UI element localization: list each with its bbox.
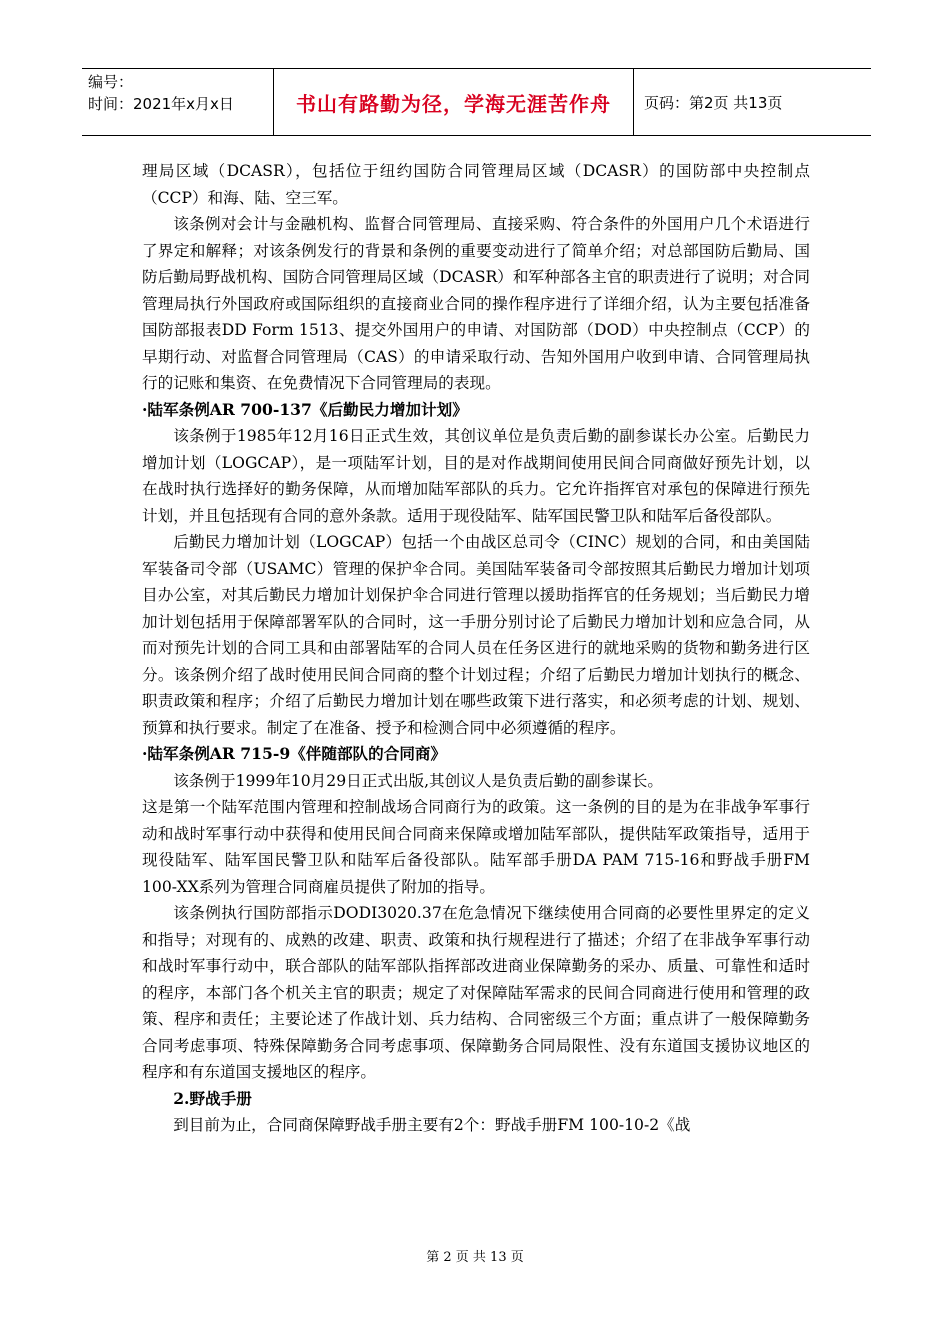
header-date-label: 时间：2021年x月x日	[88, 95, 234, 113]
page-footer: 第 2 页 共 13 页	[426, 1250, 524, 1265]
header-number-label: 编号：	[88, 73, 134, 91]
body-paragraph: 该条例执行国防部指示DODI3020.37在危急情况下继续使用合同商的必要性里界定的定义和指导；对现有的、成熟的改建、职责、政策和执行规程进行了描述；介绍了在非战争军事行动和战时军事行动中，联合部队的陆军部队指挥部改进商业保障勤务的采办、质量、可靠性和适时的程序，本部门各个机关主官的职责；规定了对保障陆军需求的民间合同商进行使用和管理的政策、程序和责任；主要论述了作战计划、兵力结构、合同密级三个方面；重点讲了一般保障勤务合同考虑事项、特殊保障勤务合同考虑事项、保障勤务合同局限性、没有东道国支援协议地区的程序和有东道国支援地区的程序。	[142, 904, 810, 1081]
body-paragraph: 到目前为止，合同商保障野战手册主要有2个：野战手册FM 100-10-2《战	[173, 1116, 691, 1134]
document-body	[142, 158, 810, 1139]
body-paragraph: 理局区域（DCASR），包括位于纽约国防合同管理局区域（DCASR）的国防部中央控制点（CCP）和海、陆、空三军。	[142, 162, 810, 207]
body-paragraph: 该条例于1999年10月29日正式出版,其创议人是负责后勤的副参谋长。	[173, 771, 663, 790]
section-heading: ·陆军条例AR 715-9《伴随部队的合同商》	[142, 744, 447, 763]
body-paragraph: 这是第一个陆军范围内管理和控制战场合同商行为的政策。这一条例的目的是为在非战争军事行动和战时军事行动中获得和使用民间合同商来保障或增加陆军部队，提供陆军政策指导，适用于现役陆军、陆军国民警卫队和陆军后备役部队。陆军部手册DA PAM 715-16和野战手册FM 100-XX系列为管理合同商雇员提供了附加的指导。	[142, 798, 810, 896]
body-paragraph: 后勤民力增加计划（LOGCAP）包括一个由战区总司令（CINC）规划的合同，和由美国陆军装备司令部（USAMC）管理的保护伞合同。美国陆军装备司令部按照其后勤民力增加计划项目办公室，对其后勤民力增加计划保护伞合同进行管理以援助指挥官的任务规划；当后勤民力增加计划包括用于保障部署军队的合同时，这一手册分别讨论了后勤民力增加计划和应急合同，从而对预先计划的合同工具和由部署陆军的合同人员在任务区进行的就地采购的货物和勤务进行区分。该条例介绍了战时使用民间合同商的整个计划过程；介绍了后勤民力增加计划执行的概念、职责政策和程序；介绍了后勤民力增加计划在哪些政策下进行落实，和必须考虑的计划、规划、预算和执行要求。制定了在准备、授予和检测合同中必须遵循的程序。	[142, 533, 810, 737]
section-heading: ·陆军条例AR 700-137《后勤民力增加计划》	[142, 399, 468, 419]
body-paragraph: 该条例对会计与金融机构、监督合同管理局、直接采购、符合条件的外国用户几个术语进行了界定和解释；对该条例发行的背景和条例的重要变动进行了简单介绍；对总部国防后勤局、国防后勤局野战机构、国防合同管理局区域（DCASR）和军种部各主官的职责进行了说明；对合同管理局执行外国政府或国际组织的直接商业合同的操作程序进行了详细介绍，认为主要包括准备国防部报表DD Form 1513、提交外国用户的申请、对国防部（DOD）中央控制点（CCP）的早期行动、对监督合同管理局（CAS）的申请采取行动、告知外国用户收到申请、合同管理局执行的记账和集资、在免费情况下合同管理局的表现。	[142, 215, 810, 392]
header-meta	[82, 69, 274, 135]
body-paragraph: 该条例于1985年12月16日正式生效，其创议单位是负责后勤的副参谋长办公室。后勤民力增加计划（LOGCAP），是一项陆军计划，目的是对作战期间使用民间合同商做好预先计划，以在战时执行选择好的勤务保障，从而增加陆军部队的兵力。它允许指挥官对承包的保障进行预先计划，并且包括现有合同的意外条款。适用于现役陆军、陆军国民警卫队和陆军后备役部队。	[142, 427, 810, 525]
subsection-heading: 2.野战手册	[173, 1088, 252, 1108]
header-motto: 书山有路勤为径，学海无涯苦作舟	[274, 69, 634, 135]
page-header	[82, 68, 871, 136]
header-page-info: 页码：第2页 共13页	[644, 93, 783, 112]
